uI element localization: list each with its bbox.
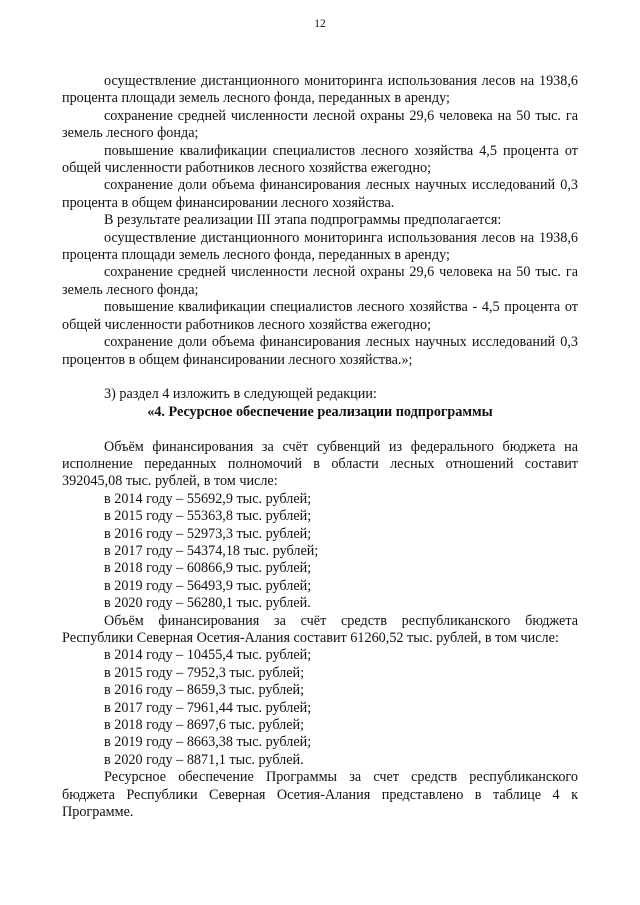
- paragraph: повышение квалификации специалистов лесного хозяйства - 4,5 процента от общей численности работников лесного хозяйства ежегодно;: [62, 299, 578, 333]
- paragraph: сохранение средней численности лесной охраны 29,6 человека на 50 тыс. га земель лесного фонда;: [62, 107, 578, 142]
- spacer: [62, 421, 578, 438]
- list-item: в 2015 году – 55363,8 тыс. рублей;: [104, 508, 312, 525]
- list-item: в 2020 году – 8871,1 тыс. рублей.: [104, 751, 304, 768]
- document-body: [62, 73, 578, 821]
- list-item: в 2018 году – 8697,6 тыс. рублей;: [104, 717, 305, 733]
- list-item: в 2020 году – 56280,1 тыс. рублей.: [104, 595, 311, 612]
- list-item: в 2019 году – 8663,38 тыс. рублей;: [104, 734, 312, 751]
- paragraph: Ресурсное обеспечение Программы за счет средств республиканского бюджета Республики Северная Осетия-Алания представлено в таблице 4 к Программе.: [62, 769, 578, 821]
- list-item: в 2014 году – 10455,4 тыс. рублей;: [104, 647, 312, 664]
- paragraph: повышение квалификации специалистов лесного хозяйства 4,5 процента от общей численности работников лесного хозяйства ежегодно;: [62, 142, 578, 177]
- paragraph: Объём финансирования за счёт субвенций из федерального бюджета на исполнение переданных полномочий в области лесных отношений составит 392045,08 тыс. рублей, в том числе:: [62, 438, 578, 490]
- amendment-intro: 3) раздел 4 изложить в следующей редакции:: [104, 386, 377, 403]
- paragraph: Объём финансирования за счёт средств республиканского бюджета Республики Северная Осетия-Алания составит 61260,52 тыс. рублей, в том числе:: [62, 612, 578, 646]
- list-item: в 2018 году – 60866,9 тыс. рублей;: [104, 560, 312, 577]
- list-item: в 2014 году – 55692,9 тыс. рублей;: [104, 490, 312, 507]
- paragraph: осуществление дистанционного мониторинга использования лесов на 1938,6 процента площади земель лесного фонда, переданных в аренду;: [62, 229, 578, 264]
- list-item: в 2016 году – 8659,3 тыс. рублей;: [104, 682, 305, 699]
- paragraph: сохранение средней численности лесной охраны 29,6 человека на 50 тыс. га земель лесного фонда;: [62, 264, 578, 298]
- list-item: в 2015 году – 7952,3 тыс. рублей;: [104, 664, 305, 681]
- paragraph: сохранение доли объема финансирования лесных научных исследований 0,3 процентов в общем финансировании лесного хозяйства.»;: [62, 334, 578, 368]
- page-number: 12: [314, 18, 326, 30]
- list-item: в 2016 году – 52973,3 тыс. рублей;: [104, 525, 312, 542]
- paragraph: сохранение доли объема финансирования лесных научных исследований 0,3 процента в общем финансировании лесного хозяйства.: [62, 177, 578, 211]
- spacer: [62, 369, 578, 386]
- list-item: в 2017 году – 7961,44 тыс. рублей;: [104, 699, 312, 716]
- paragraph: В результате реализации III этапа подпрограммы предполагается:: [104, 212, 502, 229]
- list-item: в 2017 году – 54374,18 тыс. рублей;: [104, 542, 319, 559]
- list-item: в 2019 году – 56493,9 тыс. рублей;: [104, 577, 312, 594]
- paragraph: осуществление дистанционного мониторинга использования лесов на 1938,6 процента площади земель лесного фонда, переданных в аренду;: [62, 73, 578, 107]
- section-heading: «4. Ресурсное обеспечение реализации подпрограммы: [147, 403, 493, 420]
